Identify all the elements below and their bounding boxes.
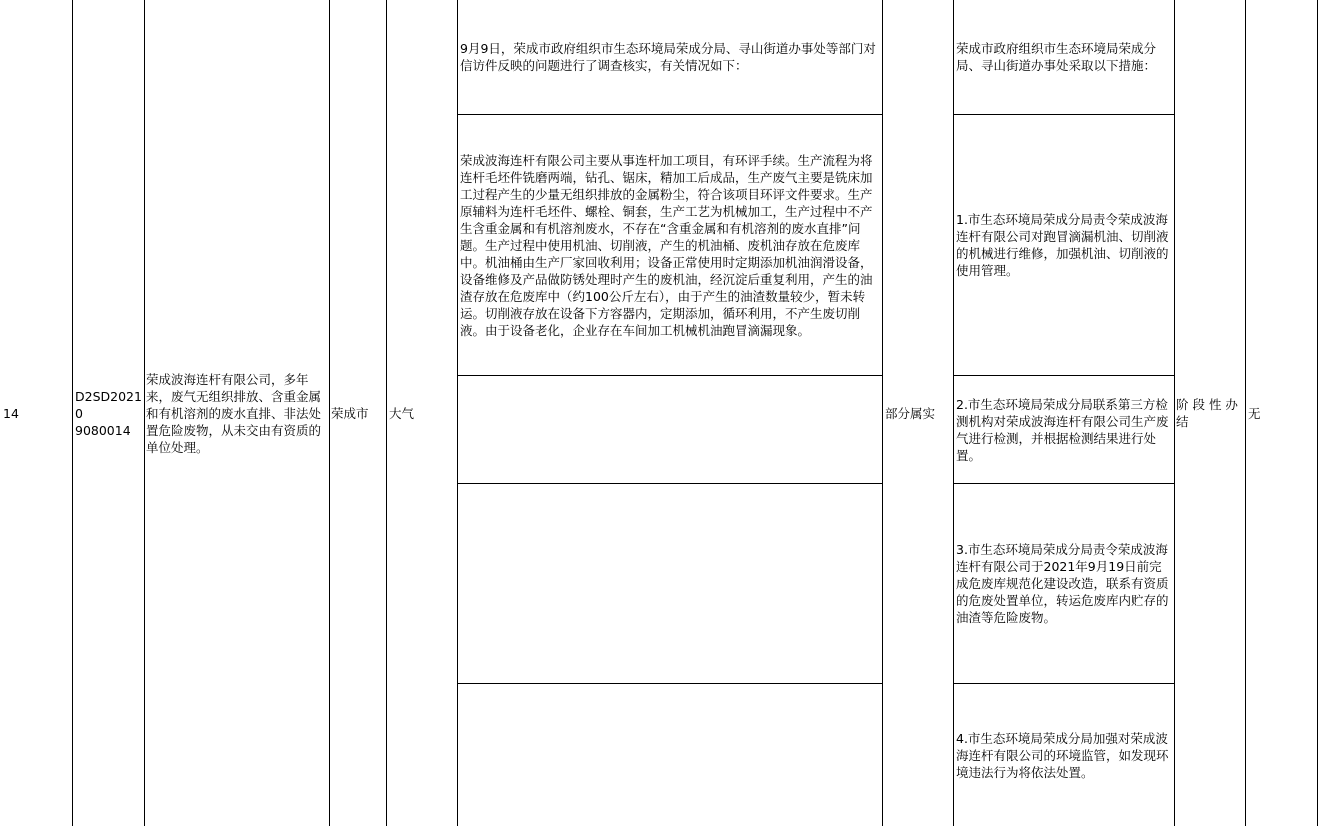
- row-index: 14: [3, 405, 19, 421]
- status: 阶 段 性 办 结: [1176, 397, 1242, 429]
- grid-line: [1245, 0, 1246, 826]
- grid-line: [457, 0, 458, 826]
- investigation-blank: [460, 376, 881, 483]
- measure-item: 2.市生态环境局荣成分局联系第三方检测机构对荣成波海连杆有限公司生产废气进行检测，并根据检测结果进行处置。: [956, 396, 1169, 463]
- case-code: D2SD20210 9080014: [75, 388, 142, 438]
- investigation-intro: 9月9日，荣成市政府组织市生态环境局荣成分局、寻山街道办事处等部门对信访件反映的问题进行了调查核实，有关情况如下：: [460, 41, 876, 73]
- pollution-type: 大气: [389, 405, 415, 421]
- grid-line: [386, 0, 387, 826]
- grid-line: [144, 0, 145, 826]
- accountability: 无: [1248, 405, 1261, 421]
- grid-line: [72, 0, 73, 826]
- investigation-blank: [460, 684, 881, 826]
- grid-line: [1317, 0, 1318, 826]
- investigation-blank: [460, 484, 881, 683]
- grid-line: [329, 0, 330, 826]
- measures-intro: 荣成市政府组织市生态环境局荣成分局、寻山街道办事处采取以下措施：: [956, 41, 1157, 73]
- grid-line: [882, 0, 883, 826]
- grid-line: [953, 0, 954, 826]
- grid-line: [1174, 0, 1175, 826]
- measure-item: 4.市生态环境局荣成分局加强对荣成波海连杆有限公司的环境监管，如发现环境违法行为将依法处置。: [956, 730, 1169, 780]
- measure-item: 1.市生态环境局荣成分局责令荣成波海连杆有限公司对跑冒滴漏机油、切削液的机械进行维修，加强机油、切削液的使用管理。: [956, 212, 1169, 278]
- complaint-content: 荣成波海连杆有限公司，多年来，废气无组织排放、含重金属和有机溶剂的废水直排、非法处置危险废物，从未交由有资质的单位处理。: [146, 371, 322, 455]
- measure-item: 3.市生态环境局荣成分局责令荣成波海连杆有限公司于2021年9月19日前完成危废库规范化建设改造，联系有资质的危废处置单位，转运危废库内贮存的油渣等危险废物。: [956, 542, 1169, 625]
- investigation-finding: 荣成波海连杆有限公司主要从事连杆加工项目，有环评手续。生产流程为将连杆毛坯件铣磨两端，钻孔、锯床，精加工后成品，生产废气主要是铣床加工过程产生的少量无组织排放的金属粉尘，符合该项目环评文件要求。生产原辅料为连杆毛坯件、螺栓、铜套，生产工艺为机械加工，生产过程中不产生含重金属和有机溶剂废水，不存在“含重金属和有机溶剂的废水直排”问题。生产过程中使用机油、切削液，产生的机油桶、废机油存放在危废库中。机油桶由生产厂家回收利用；设备正常使用时定期添加机油润滑设备，设备维修及产品做防锈处理时产生的废机油，经沉淀后重复利用，产生的油渣存放在危废库中（约100公斤左右），由于产生的油渣数量较少，暂未转运。切削液存放在设备下方容器内，定期添加，循环利用，不产生废切削液。由于设备老化，企业存在车间加工机械机油跑冒滴漏现象。: [460, 152, 873, 338]
- verdict: 部分属实: [885, 405, 936, 421]
- city: 荣成市: [331, 405, 369, 421]
